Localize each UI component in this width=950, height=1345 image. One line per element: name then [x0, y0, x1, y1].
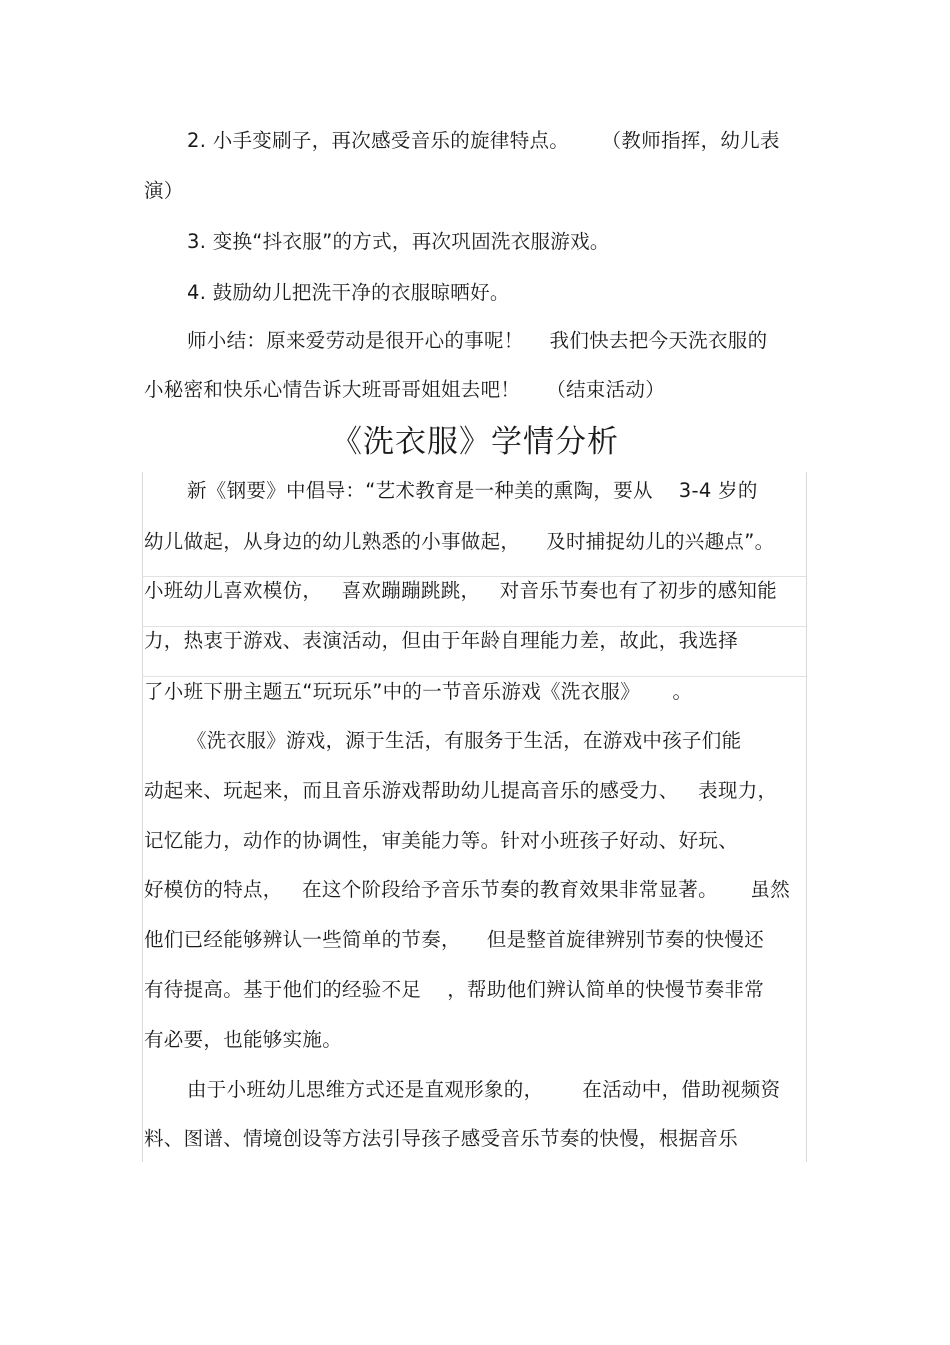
- teacher-summary-line: 师小结：原来爱劳动是很开心的事呢！ 我们快去把今天洗衣服的: [187, 329, 768, 352]
- paragraph1-line: 了小班下册主题五“玩玩乐”中的一节音乐游戏《洗衣服》 。: [144, 680, 693, 703]
- paragraph1-line: 力，热衷于游戏、表演活动，但由于年龄自理能力差，故此，我选择: [144, 629, 739, 652]
- paragraph2-line: 动起来、玩起来，而且音乐游戏帮助幼儿提高音乐的感受力、 表现力，: [144, 779, 778, 802]
- step-2-continued: 演）: [144, 179, 184, 202]
- paragraph2-line: 有待提高。基于他们的经验不足 ，帮助他们辨认简单的快慢节奏非常: [144, 978, 764, 1001]
- paragraph1-line: 新《钢要》中倡导：“艺术教育是一种美的熏陶，要从 3-4 岁的: [187, 479, 758, 502]
- section-title: 《洗衣服》学情分析: [331, 424, 619, 460]
- paragraph3-line: 料、图谱、情境创设等方法引导孩子感受音乐节奏的快慢，根据音乐: [144, 1127, 739, 1150]
- table-rule: [142, 676, 806, 677]
- paragraph1-line: 小班幼儿喜欢模仿， 喜欢蹦蹦跳跳， 对音乐节奏也有了初步的感知能: [144, 579, 777, 602]
- paragraph2-line: 有必要，也能够实施。: [144, 1028, 343, 1051]
- step-3-line: 3. 变换“抖衣服”的方式，再次巩固洗衣服游戏。: [187, 230, 610, 253]
- step-2-line: 2. 小手变刷子，再次感受音乐的旋律特点。 （教师指挥，幼儿表: [187, 129, 780, 152]
- paragraph1-line: 幼儿做起，从身边的幼儿熟悉的小事做起， 及时捕捉幼儿的兴趣点”。: [144, 530, 775, 553]
- step-4-line: 4. 鼓励幼儿把洗干净的衣服晾晒好。: [187, 281, 510, 304]
- table-border-right: [806, 472, 807, 1162]
- paragraph2-line: 《洗衣服》游戏，源于生活，有服务于生活，在游戏中孩子们能: [187, 729, 742, 752]
- paragraph2-line: 记忆能力，动作的协调性，审美能力等。针对小班孩子好动、好玩、: [144, 829, 739, 852]
- paragraph2-line: 他们已经能够辨认一些简单的节奏， 但是整首旋律辨别节奏的快慢还: [144, 928, 764, 951]
- teacher-summary-continued: 小秘密和快乐心情告诉大班哥哥姐姐去吧！ （结束活动）: [144, 378, 665, 401]
- paragraph2-line: 好模仿的特点， 在这个阶段给予音乐节奏的教育效果非常显著。 虽然: [144, 878, 790, 901]
- paragraph3-line: 由于小班幼儿思维方式还是直观形象的， 在活动中，借助视频资: [187, 1078, 781, 1101]
